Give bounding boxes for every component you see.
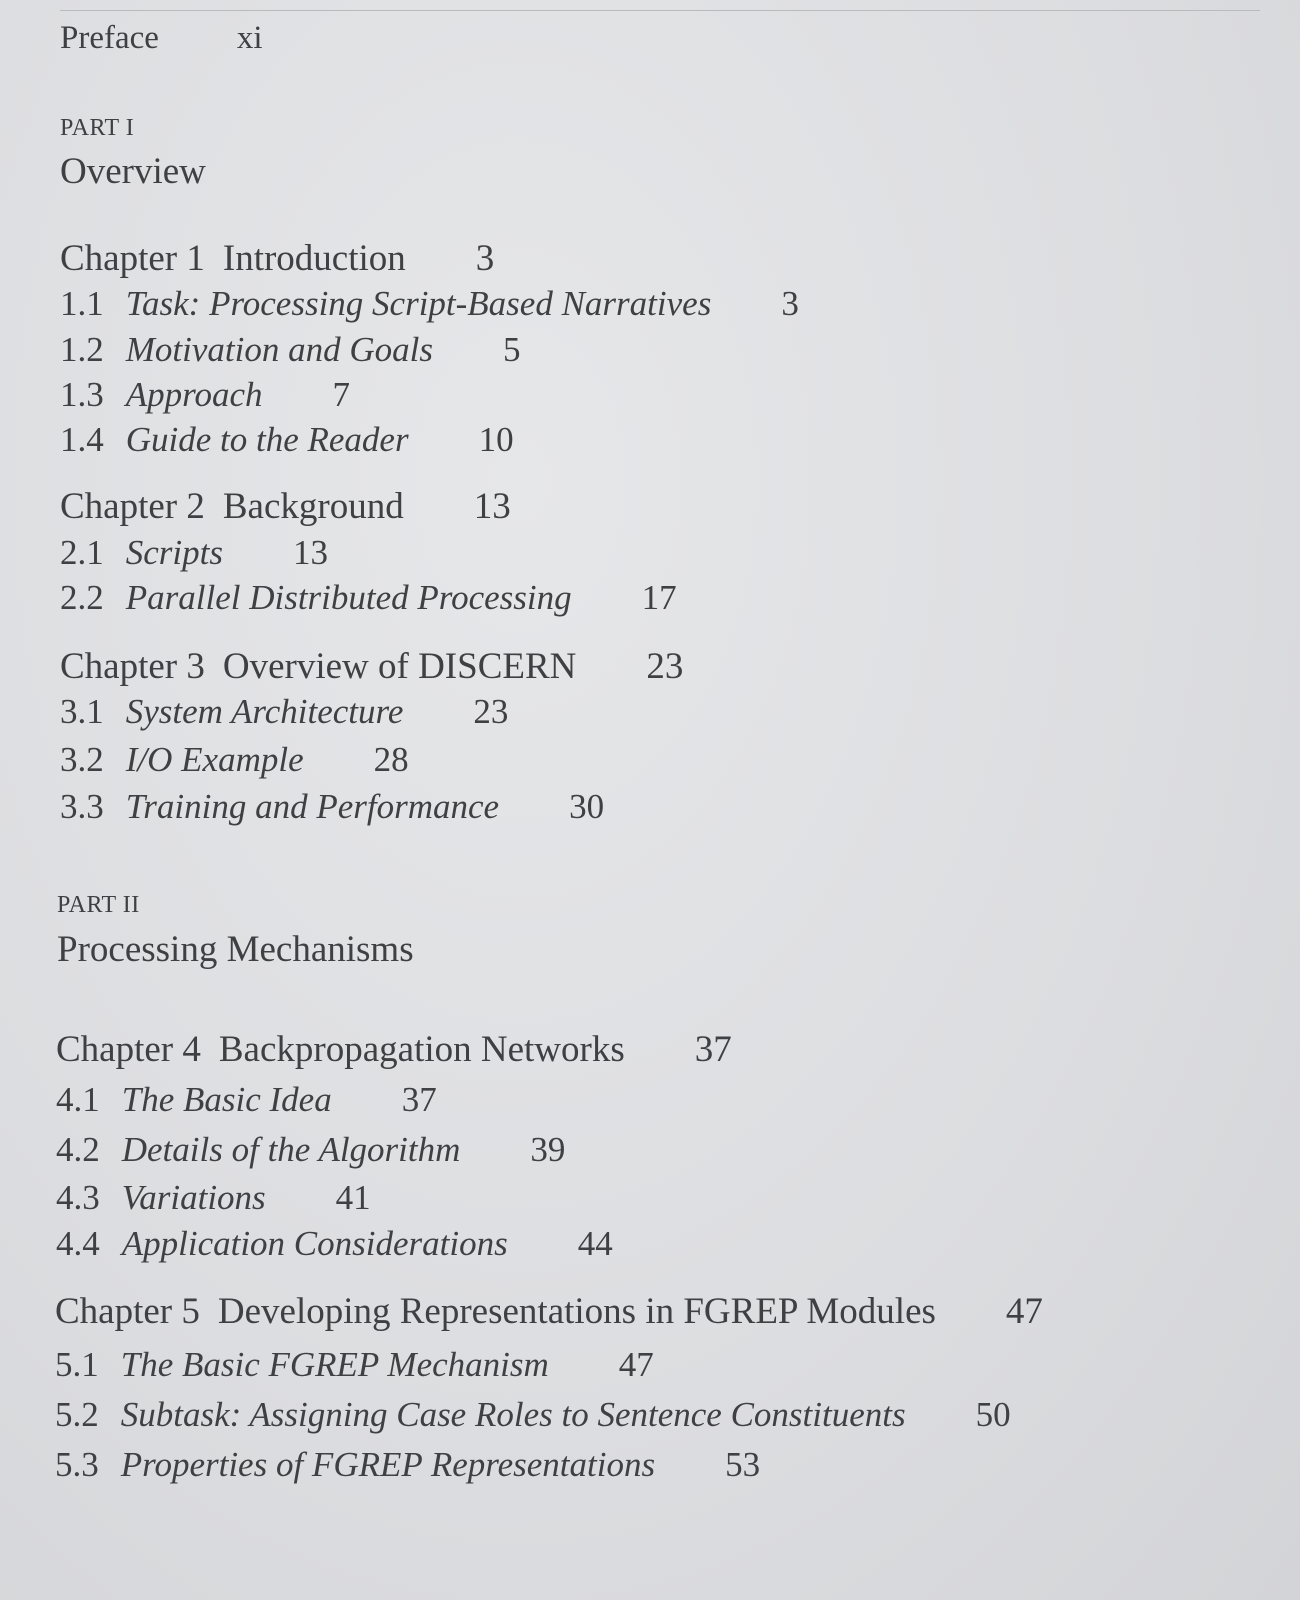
section-page: 23 [473, 692, 509, 731]
chapter-title: Introduction [222, 238, 406, 279]
section-number: 4.4 [56, 1224, 100, 1263]
section-entry [56, 1178, 371, 1218]
section-entry [60, 692, 508, 732]
section-number: 2.2 [60, 578, 104, 617]
section-entry [60, 375, 350, 415]
chapter-4-entry [56, 1028, 732, 1071]
section-title: Properties of FGREP Representations [120, 1445, 656, 1484]
section-title: Training and Performance [125, 787, 500, 826]
section-title: The Basic Idea [121, 1080, 332, 1119]
section-entry [60, 787, 604, 827]
chapter-title: Overview of DISCERN [222, 646, 577, 687]
section-number: 5.3 [55, 1445, 99, 1484]
section-entry [56, 1080, 437, 1120]
section-title: Approach [125, 375, 263, 414]
section-number: 4.3 [56, 1178, 100, 1217]
section-page: 10 [478, 420, 514, 459]
section-title: Details of the Algorithm [121, 1130, 461, 1169]
section-title: Scripts [125, 533, 223, 572]
section-title: Parallel Distributed Processing [125, 578, 572, 617]
chapter-title: Background [222, 486, 404, 527]
chapter-page: 37 [694, 1029, 732, 1070]
chapter-title: Backpropagation Networks [218, 1029, 625, 1070]
section-entry [60, 533, 328, 573]
section-entry [60, 284, 799, 324]
section-number: 4.1 [56, 1080, 100, 1119]
section-number: 1.4 [60, 420, 104, 459]
preface-entry [60, 20, 263, 57]
section-entry [55, 1345, 654, 1385]
section-page: 50 [975, 1395, 1011, 1434]
section-number: 2.1 [60, 533, 104, 572]
section-page: 53 [725, 1445, 761, 1484]
preface-page: xi [236, 20, 263, 56]
chapter-page: 23 [646, 646, 684, 687]
section-number: 4.2 [56, 1130, 100, 1169]
part-1-title: Overview [60, 151, 206, 192]
section-page: 28 [373, 740, 409, 779]
section-page: 30 [569, 787, 605, 826]
section-page: 44 [577, 1224, 613, 1263]
section-page: 3 [781, 284, 799, 323]
section-entry [60, 578, 677, 618]
section-entry [55, 1395, 1011, 1435]
chapter-3-entry [60, 645, 683, 688]
section-page: 39 [530, 1130, 566, 1169]
section-title: Application Considerations [121, 1224, 508, 1263]
section-number: 1.1 [60, 284, 104, 323]
section-number: 3.2 [60, 740, 104, 779]
section-number: 5.1 [55, 1345, 99, 1384]
section-title: Subtask: Assigning Case Roles to Sentence Constituents [120, 1395, 906, 1434]
chapter-1-entry [60, 237, 494, 280]
chapter-page: 13 [473, 486, 511, 527]
section-entry [60, 330, 520, 370]
section-number: 3.1 [60, 692, 104, 731]
section-page: 7 [332, 375, 350, 414]
chapter-2-entry [60, 485, 511, 528]
section-title: Guide to the Reader [125, 420, 409, 459]
section-page: 5 [502, 330, 521, 369]
section-number: 1.2 [60, 330, 104, 369]
part-2-title: Processing Mechanisms [57, 929, 414, 970]
section-title: I/O Example [125, 740, 304, 779]
part-1-label: PART I [60, 115, 135, 141]
section-title: Variations [121, 1178, 266, 1217]
section-entry [56, 1224, 613, 1264]
section-page: 13 [292, 533, 328, 572]
section-page: 41 [335, 1178, 371, 1217]
section-entry [56, 1130, 565, 1170]
chapter-page: 47 [1005, 1291, 1043, 1332]
section-title: Motivation and Goals [125, 330, 433, 369]
section-page: 37 [401, 1080, 437, 1119]
chapter-number: Chapter 3 [60, 646, 205, 687]
chapter-number: Chapter 5 [55, 1291, 200, 1332]
chapter-5-entry [55, 1290, 1043, 1333]
top-rule [60, 10, 1260, 11]
section-title: System Architecture [125, 692, 404, 731]
section-page: 17 [641, 578, 677, 617]
section-number: 1.3 [60, 375, 104, 414]
chapter-title: Developing Representations in FGREP Modules [217, 1291, 936, 1332]
section-title: Task: Processing Script-Based Narratives [125, 284, 712, 323]
preface-label: Preface [60, 20, 159, 56]
section-entry [60, 740, 409, 780]
section-number: 3.3 [60, 787, 104, 826]
section-number: 5.2 [55, 1395, 99, 1434]
chapter-number: Chapter 1 [60, 238, 205, 279]
part-2-label: PART II [57, 892, 140, 918]
chapter-number: Chapter 4 [56, 1029, 201, 1070]
chapter-page: 3 [475, 238, 495, 279]
section-entry [60, 420, 514, 460]
section-entry [55, 1445, 760, 1485]
section-page: 47 [618, 1345, 654, 1384]
chapter-number: Chapter 2 [60, 486, 205, 527]
section-title: The Basic FGREP Mechanism [120, 1345, 549, 1384]
